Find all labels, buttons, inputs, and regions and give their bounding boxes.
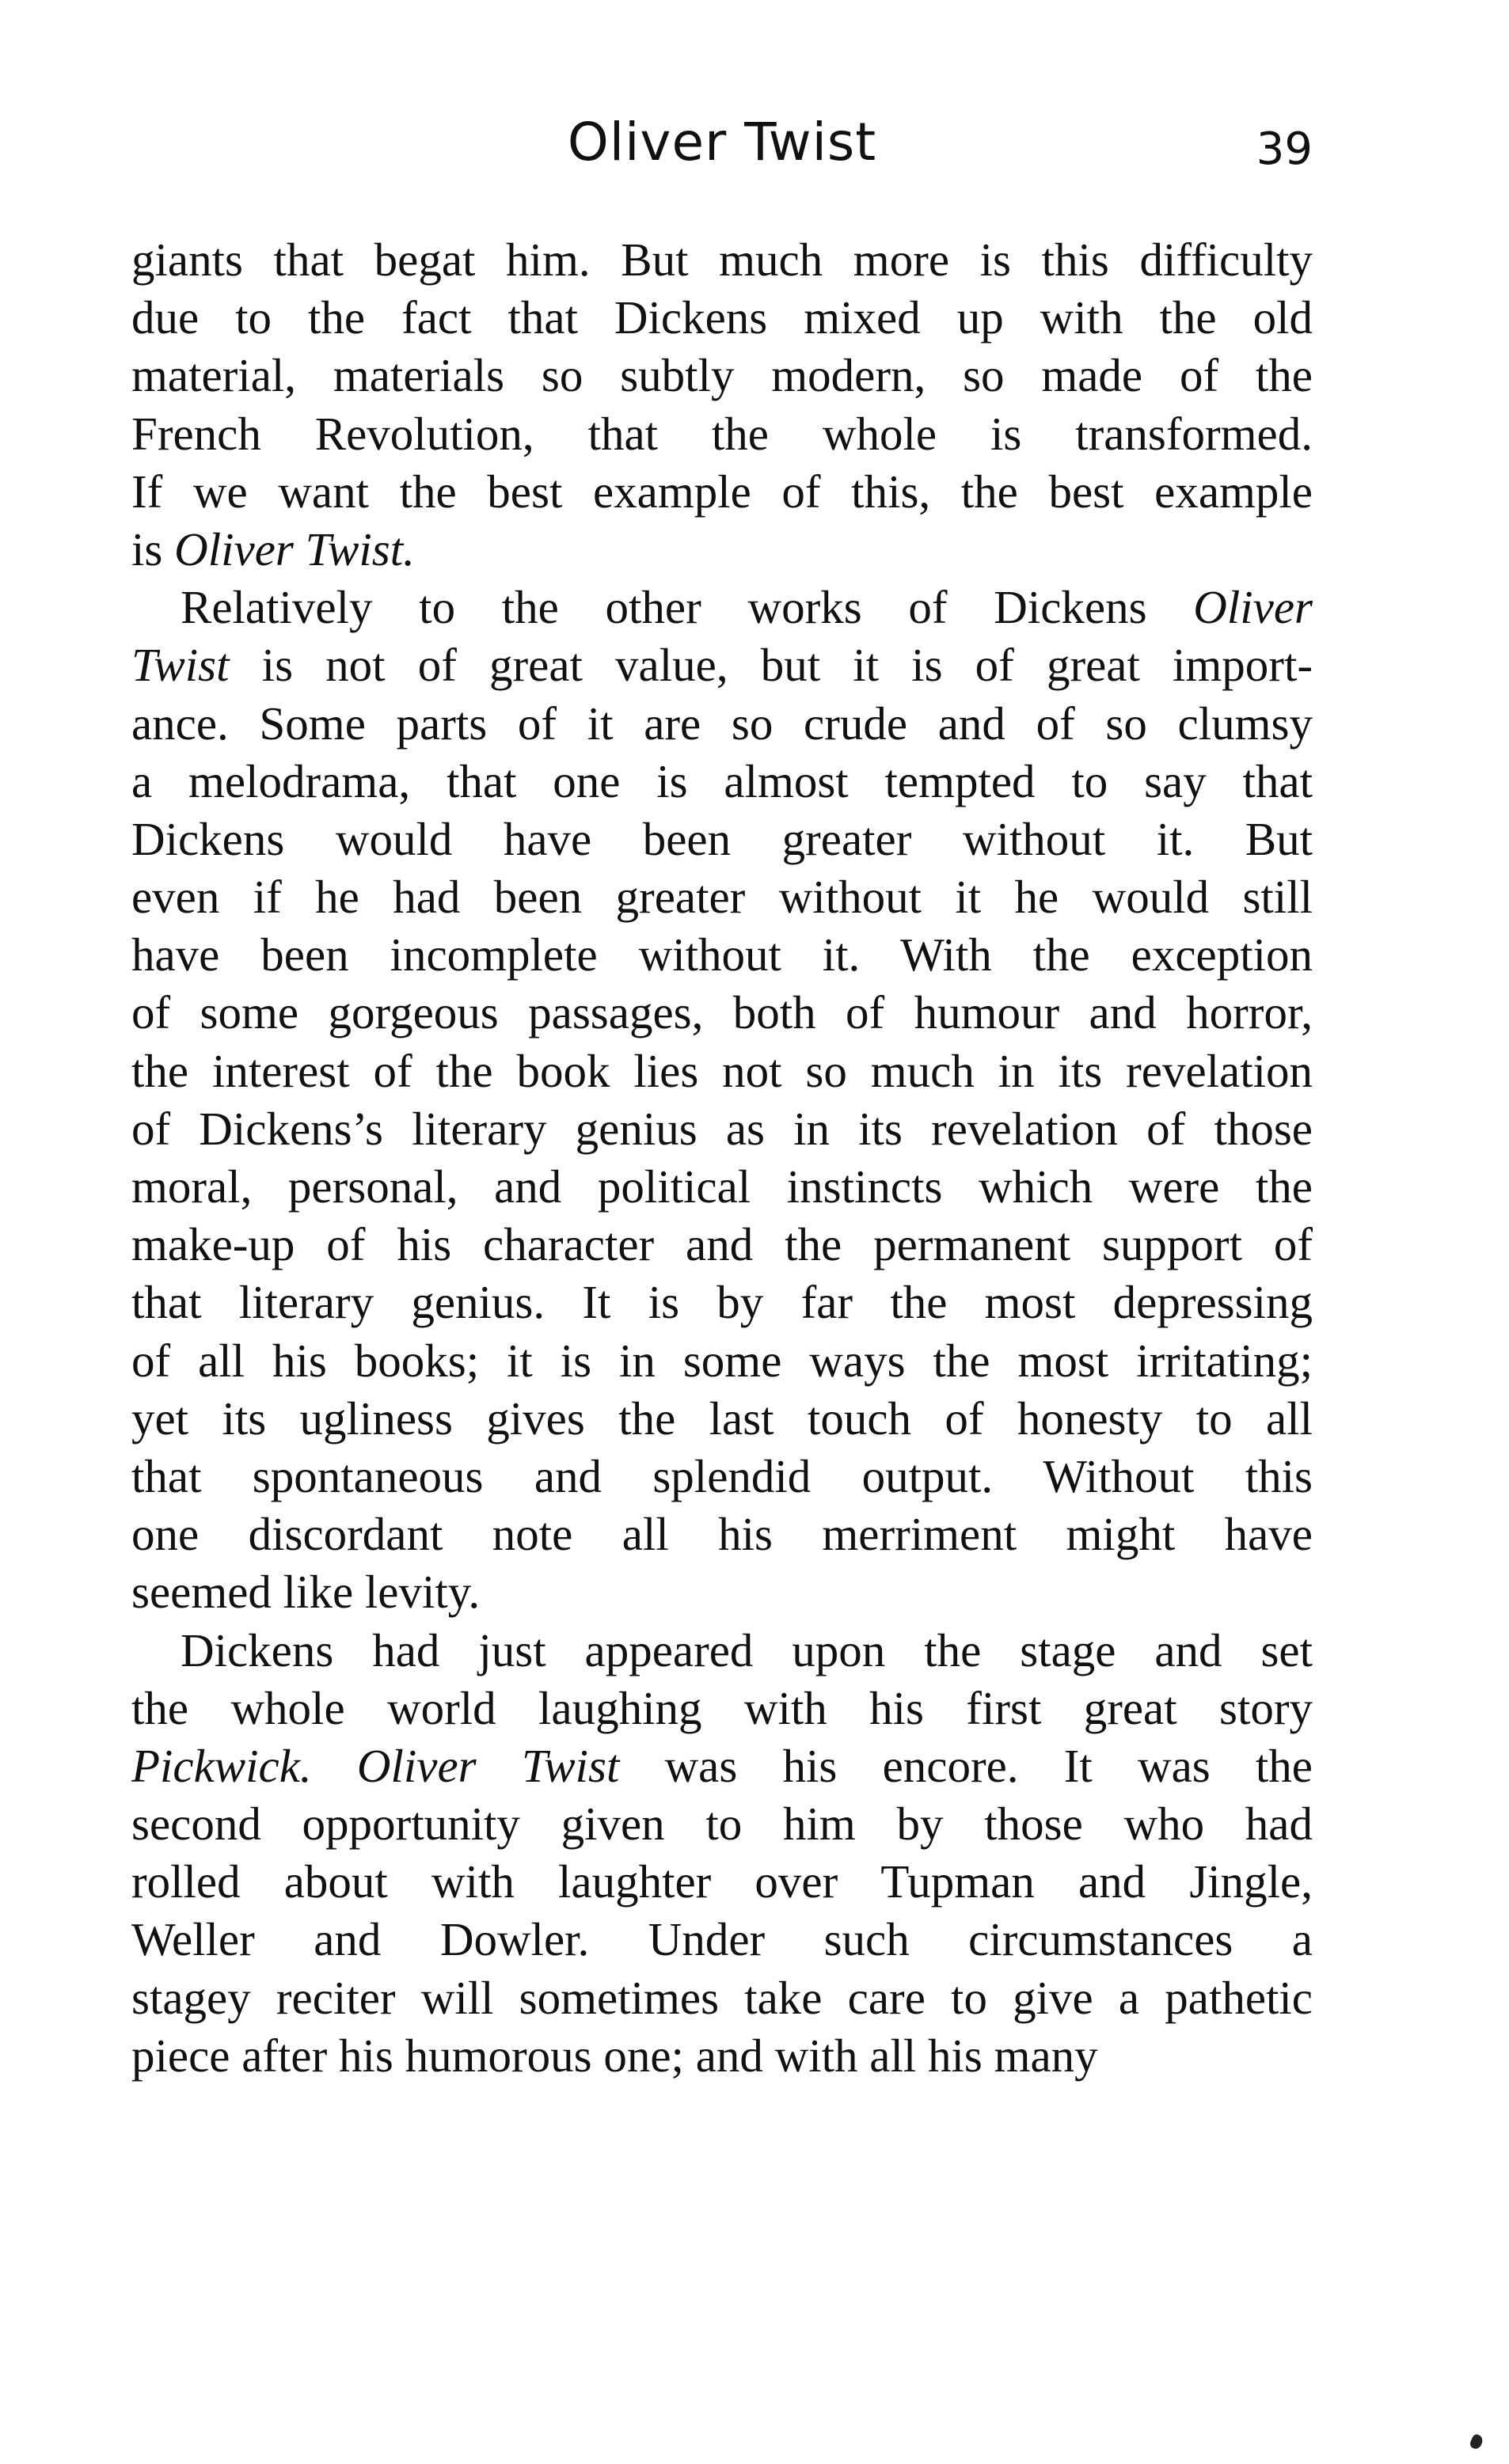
italic-title: Oliver <box>1193 581 1313 634</box>
text-run: piece after his humorous one; and with all his many <box>131 2029 1098 2082</box>
text-run: have been incomplete without it. With the exception <box>131 928 1313 981</box>
text-run: If we want the best example of this, the best example <box>131 465 1313 518</box>
text-line <box>131 868 1313 926</box>
text-run: Weller and Dowler. Under such circumstances a <box>131 1913 1313 1966</box>
text-run: of Dickens’s literary genius as in its revelation of those <box>131 1102 1313 1155</box>
text-line <box>131 1795 1313 1853</box>
text-line <box>131 1158 1313 1216</box>
text-line <box>131 1042 1313 1100</box>
text-line <box>131 926 1313 984</box>
text-line <box>131 1969 1313 2027</box>
text-line <box>131 231 1313 289</box>
text-run: that spontaneous and splendid output. Without this <box>131 1449 1313 1502</box>
text-run: is <box>131 522 175 575</box>
body-text <box>131 231 1313 2085</box>
italic-title: Pickwick. <box>131 1739 312 1792</box>
text-line <box>131 1390 1313 1448</box>
text-line <box>131 521 1313 579</box>
book-page <box>131 111 1313 2085</box>
running-title: Oliver Twist <box>567 112 877 173</box>
text-run: due to the fact that Dickens mixed up with the old <box>131 291 1313 344</box>
text-line <box>131 1622 1313 1680</box>
text-line <box>131 579 1313 636</box>
paragraph <box>131 231 1313 579</box>
text-run <box>312 1740 357 1792</box>
text-run: of all his books; it is in some ways the most irritating; <box>131 1334 1313 1387</box>
italic-title: Oliver Twist. <box>174 522 415 575</box>
text-run: Relatively to the other works of Dickens <box>181 581 1194 634</box>
paragraph <box>131 579 1313 1621</box>
text-line <box>131 1100 1313 1158</box>
text-run: even if he had been greater without it he would still <box>131 871 1313 924</box>
text-run: Dickens had just appeared upon the stage and set <box>181 1623 1313 1676</box>
text-line <box>131 347 1313 404</box>
text-line <box>131 1448 1313 1505</box>
text-line <box>131 289 1313 347</box>
text-run: a melodrama, that one is almost tempted to say that <box>131 754 1313 807</box>
text-line <box>131 984 1313 1042</box>
text-run: make-up of his character and the permanent support of <box>131 1218 1313 1271</box>
italic-title: Oliver Twist <box>356 1739 620 1792</box>
text-line <box>131 1216 1313 1274</box>
text-run: the interest of the book lies not so much in its revelation <box>131 1044 1313 1097</box>
ink-speck <box>1469 2433 1484 2451</box>
text-line <box>131 1853 1313 1911</box>
text-run: giants that begat him. But much more is this difficulty <box>131 233 1313 286</box>
text-run: moral, personal, and political instincts which were the <box>131 1160 1313 1213</box>
text-run: second opportunity given to him by those who had <box>131 1798 1313 1851</box>
text-run: yet its ugliness gives the last touch of honesty to all <box>131 1391 1313 1445</box>
italic-title: Twist <box>131 639 230 692</box>
text-run: rolled about with laughter over Tupman and Jingle, <box>131 1855 1313 1908</box>
text-run: that literary genius. It is by far the most depressing <box>131 1276 1313 1329</box>
text-run: Dickens would have been greater without it. But <box>131 812 1313 865</box>
text-line <box>131 405 1313 463</box>
page-number: 39 <box>1256 123 1313 175</box>
text-line <box>131 1274 1313 1331</box>
text-line <box>131 1563 1313 1621</box>
text-run: French Revolution, that the whole is transformed. <box>131 407 1313 460</box>
text-line <box>131 1737 1313 1795</box>
text-line <box>131 636 1313 694</box>
text-run: is not of great value, but it is of great import- <box>229 639 1313 692</box>
text-run: one discordant note all his merriment might have <box>131 1508 1313 1561</box>
text-run: ance. Some parts of it are so crude and of so clumsy <box>131 697 1313 750</box>
text-run: stagey reciter will sometimes take care to give a pathetic <box>131 1971 1313 2024</box>
text-line <box>131 695 1313 753</box>
text-run: material, materials so subtly modern, so made of the <box>131 349 1313 402</box>
text-line <box>131 2027 1313 2085</box>
text-line <box>131 1680 1313 1737</box>
text-line <box>131 811 1313 868</box>
text-run: the whole world laughing with his first great story <box>131 1681 1313 1734</box>
text-line <box>131 1332 1313 1390</box>
text-line <box>131 1505 1313 1563</box>
text-run: was his encore. It was the <box>619 1739 1313 1792</box>
text-run: seemed like levity. <box>131 1566 481 1619</box>
text-line <box>131 1911 1313 1969</box>
page-header <box>131 111 1313 184</box>
text-run: of some gorgeous passages, both of humour and horror, <box>131 986 1313 1039</box>
text-line <box>131 753 1313 811</box>
paragraph <box>131 1622 1313 2086</box>
text-line <box>131 463 1313 521</box>
